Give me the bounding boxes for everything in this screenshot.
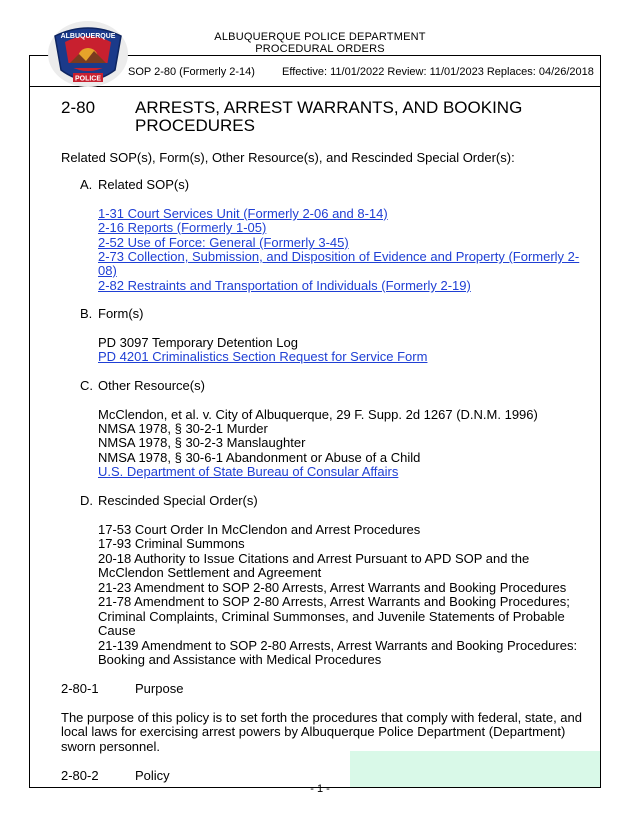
document-type: PROCEDURAL ORDERS bbox=[255, 43, 385, 55]
rescinded-line: Cause bbox=[98, 623, 136, 638]
purpose-text-line: local laws for exercising arrest powers by Albuquerque Police Department (Department) bbox=[61, 724, 566, 739]
footer-rule-left bbox=[29, 787, 289, 788]
sop-identifier: SOP 2-80 (Formerly 2-14) bbox=[128, 66, 255, 78]
link-consular-affairs[interactable]: U.S. Department of State Bureau of Consular Affairs bbox=[98, 464, 399, 479]
link-sop-2-82[interactable]: 2-82 Restraints and Transportation of Individuals (Formerly 2-19) bbox=[98, 278, 471, 293]
section-c-label: C. bbox=[80, 378, 93, 393]
rescinded-line: 20-18 Authority to Issue Citations and Arrest Pursuant to APD SOP and the bbox=[98, 551, 530, 566]
footer-rule-right bbox=[350, 787, 601, 788]
link-form-pd-4201[interactable]: PD 4201 Criminalistics Section Request for Service Form bbox=[98, 349, 428, 364]
title-number: 2-80 bbox=[61, 98, 96, 117]
link-sop-1-31[interactable]: 1-31 Court Services Unit (Formerly 2-06 and 8-14) bbox=[98, 206, 388, 221]
page-number: - 1 - bbox=[310, 783, 330, 795]
purpose-text-line: The purpose of this policy is to set forth the procedures that comply with federal, state, and bbox=[61, 710, 582, 725]
section-c-heading: Other Resource(s) bbox=[98, 378, 205, 393]
purpose-heading: Purpose bbox=[135, 681, 184, 696]
purpose-number: 2-80-1 bbox=[61, 681, 99, 696]
policy-heading: Policy bbox=[135, 768, 170, 783]
related-heading: Related SOP(s), Form(s), Other Resource(s), and Rescinded Special Order(s): bbox=[61, 150, 515, 165]
rescinded-line: McClendon Settlement and Agreement bbox=[98, 565, 322, 580]
section-b-heading: Form(s) bbox=[98, 306, 144, 321]
link-sop-2-52[interactable]: 2-52 Use of Force: General (Formerly 3-45) bbox=[98, 235, 349, 250]
title-line-1: ARRESTS, ARREST WARRANTS, AND BOOKING bbox=[135, 98, 523, 117]
rescinded-line: 21-78 Amendment to SOP 2-80 Arrests, Arrest Warrants and Booking Procedures; bbox=[98, 594, 570, 609]
purpose-text-line: sworn personnel. bbox=[61, 739, 160, 754]
title-line-2: PROCEDURES bbox=[135, 116, 255, 135]
rescinded-line: Booking and Assistance with Medical Procedures bbox=[98, 652, 382, 667]
section-d-label: D. bbox=[80, 493, 93, 508]
department-name: ALBUQUERQUE POLICE DEPARTMENT bbox=[214, 31, 426, 43]
resource-item: NMSA 1978, § 30-2-1 Murder bbox=[98, 421, 268, 436]
resource-item: NMSA 1978, § 30-6-1 Abandonment or Abuse of a Child bbox=[98, 450, 421, 465]
link-sop-2-16[interactable]: 2-16 Reports (Formerly 1-05) bbox=[98, 220, 267, 235]
effective-dates: Effective: 11/01/2022 Review: 11/01/2023 Replaces: 04/26/2018 bbox=[282, 66, 594, 78]
form-pd-3097: PD 3097 Temporary Detention Log bbox=[98, 335, 298, 350]
police-badge-logo bbox=[45, 18, 131, 90]
rescinded-line: 21-139 Amendment to SOP 2-80 Arrests, Arrest Warrants and Booking Procedures: bbox=[98, 638, 578, 653]
link-sop-2-73[interactable]: 2-73 Collection, Submission, and Disposition of Evidence and Property (Formerly 2- bbox=[98, 249, 580, 264]
rescinded-line: 17-93 Criminal Summons bbox=[98, 536, 245, 551]
rescinded-line: Criminal Complaints, Criminal Summonses, and Juvenile Statements of Probable bbox=[98, 609, 565, 624]
section-d-heading: Rescinded Special Order(s) bbox=[98, 493, 258, 508]
link-sop-2-73-cont[interactable]: 08) bbox=[98, 263, 117, 278]
policy-number: 2-80-2 bbox=[61, 768, 99, 783]
badge-bottom-text: POLICE bbox=[74, 75, 102, 83]
highlight-box bbox=[350, 751, 600, 788]
resource-item: McClendon, et al. v. City of Albuquerque, 29 F. Supp. 2d 1267 (D.N.M. 1996) bbox=[98, 407, 538, 422]
badge-top-text: ALBUQUERQUE bbox=[60, 33, 116, 40]
section-a-label: A. bbox=[80, 177, 93, 192]
resource-item: NMSA 1978, § 30-2-3 Manslaughter bbox=[98, 435, 306, 450]
rescinded-line: 17-53 Court Order In McClendon and Arrest Procedures bbox=[98, 522, 421, 537]
rescinded-line: 21-23 Amendment to SOP 2-80 Arrests, Arrest Warrants and Booking Procedures bbox=[98, 580, 567, 595]
section-a-heading: Related SOP(s) bbox=[98, 177, 190, 192]
section-b-label: B. bbox=[80, 306, 93, 321]
